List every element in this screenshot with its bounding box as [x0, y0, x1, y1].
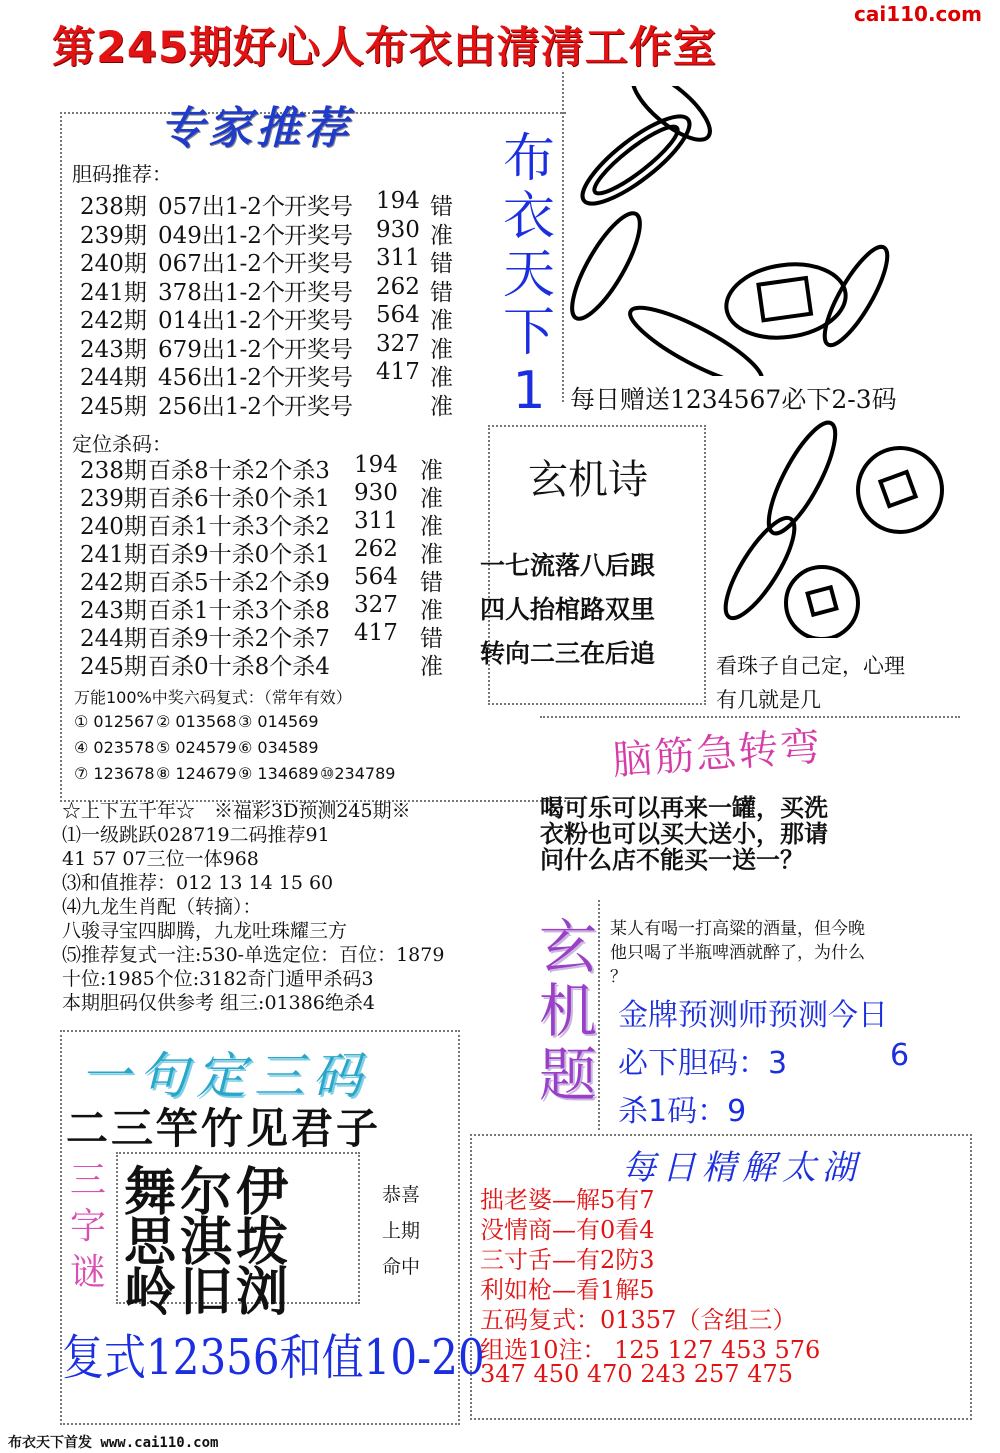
result: 准: [430, 308, 453, 334]
six-label: 万能100%中奖六码复式：（常年有效）: [74, 688, 352, 707]
keyword: 开奖号: [284, 308, 353, 334]
draw-number: 262: [354, 536, 398, 562]
yiju-title: 一句定三码: [80, 1047, 370, 1105]
pick: 014出1-2个: [158, 308, 285, 334]
draw-number: 262: [376, 273, 420, 300]
pick: 456出1-2个: [158, 365, 285, 391]
history-line: ☆上下五千年☆ ※福彩3D预测245期※: [62, 800, 411, 822]
poem-line: 转向二三在后追: [480, 639, 656, 668]
footer-text[interactable]: 布衣天下首发 www.cai110.com: [8, 1435, 219, 1451]
big-line-3: 岭旧浏: [124, 1262, 293, 1323]
result: 准: [420, 514, 443, 540]
result: 准: [420, 486, 443, 512]
congrats-line-1: 恭喜: [382, 1184, 421, 1206]
six-code-item: ⑩234789: [320, 764, 396, 783]
buyi-char: 1: [512, 361, 546, 421]
result: 错: [430, 251, 453, 277]
draw-number: 327: [376, 330, 420, 357]
draw-number: 417: [376, 359, 420, 385]
draw-number: 194: [376, 188, 420, 214]
result: 错: [430, 279, 453, 306]
period: 244期: [80, 626, 147, 652]
history-line: ⑷九龙生肖配（转摘）：: [62, 896, 262, 918]
period: 240期: [80, 514, 147, 540]
buyi-char: 天: [502, 245, 555, 305]
period: 242期: [80, 570, 147, 596]
dan-label: 胆码推荐：: [72, 162, 172, 186]
period: 241期: [80, 279, 147, 306]
poem-line: 一七流落八后跟: [480, 551, 656, 580]
brain-teaser-title: 脑筋急转弯: [610, 723, 824, 785]
xuanji-ti-char: 题: [538, 1041, 597, 1109]
period: 239期: [80, 222, 147, 249]
period: 245期: [80, 393, 147, 420]
site-logo-text[interactable]: cai110.com: [854, 2, 982, 26]
history-line: ⑸推荐复式一注:530-单选定位：百位：1879: [62, 944, 445, 966]
kill-label: 定位杀码：: [72, 432, 172, 456]
result: 准: [420, 598, 443, 624]
draw-number: 311: [376, 245, 420, 271]
keyword: 开奖号: [284, 365, 353, 391]
congrats-line-2: 上期: [382, 1220, 421, 1242]
gold-line-1: 金牌预测师预测今日: [618, 998, 888, 1033]
pick: 百杀9十杀2个杀7: [148, 626, 330, 652]
result: 准: [430, 222, 453, 249]
keyword: 开奖号: [284, 393, 353, 420]
draw-number: 194: [354, 452, 398, 478]
xuanji-ti-char: 机: [538, 977, 597, 1045]
six-code-item: ⑧ 124679: [156, 764, 237, 783]
six-code-item: ① 012567: [74, 712, 155, 731]
result: 错: [420, 570, 443, 596]
six-code-item: ② 013568: [156, 712, 237, 731]
six-code-item: ③ 014569: [238, 712, 319, 731]
history-line: 41 57 07三位一体968: [62, 848, 259, 870]
keyword: 开奖号: [284, 279, 353, 306]
keyword: 开奖号: [284, 222, 353, 249]
big-line-1: 舞尔伊: [124, 1162, 293, 1223]
pick: 百杀0十杀8个杀4: [148, 654, 330, 680]
result: 准: [430, 365, 453, 391]
gold-line-3: 杀1码：9: [618, 1094, 747, 1129]
result: 准: [430, 393, 453, 420]
draw-number: 564: [354, 564, 398, 590]
period: 243期: [80, 336, 147, 363]
taihu-line: 347 450 470 243 257 475: [480, 1360, 793, 1388]
xuanji-ti-char: 玄: [538, 913, 597, 981]
period: 241期: [80, 542, 147, 568]
draw-number: 327: [354, 592, 398, 618]
brain-line-3: 问什么店不能买一送一？: [540, 846, 804, 874]
abacus-bead-figure-top: [566, 86, 896, 376]
history-line: ⑴一级跳跃028719二码推荐91: [62, 824, 330, 846]
taihu-line: 组选10注： 125 127 453 576: [480, 1336, 821, 1364]
riddle-char: 谜: [69, 1252, 106, 1293]
page-title: 第245期好心人布衣由清清工作室: [52, 23, 717, 73]
pick: 049出1-2个: [158, 222, 285, 249]
period: 239期: [80, 486, 147, 512]
pick: 百杀8十杀2个杀3: [148, 458, 330, 484]
brain-line-2: 衣粉也可以买大送小，那请: [540, 820, 828, 848]
six-code-item: ⑤ 024579: [156, 738, 237, 757]
riddle-char: 三: [69, 1160, 106, 1201]
result: 准: [420, 458, 443, 484]
pick: 百杀1十杀3个杀2: [148, 514, 330, 540]
xuanji-poem-title: 玄机诗: [528, 457, 648, 503]
gold-line-2-value: 6: [890, 1038, 910, 1073]
pick: 378出1-2个: [158, 279, 285, 306]
taihu-line: 拙老婆—解5有7: [480, 1186, 655, 1214]
result: 错: [420, 626, 443, 652]
taihu-title: 每日精解太湖: [622, 1148, 862, 1188]
pick: 067出1-2个: [158, 251, 285, 277]
big-line-2: 思淇坺: [124, 1212, 293, 1273]
result: 准: [420, 542, 443, 568]
gold-line-2: 必下胆码：3: [618, 1046, 788, 1081]
period: 244期: [80, 365, 147, 391]
result: 准: [420, 654, 443, 680]
congrats-line-3: 命中: [382, 1256, 421, 1278]
period: 240期: [80, 251, 147, 277]
riddle-char: 字: [69, 1206, 106, 1247]
xuanji-ti-line-1: 某人有喝一打高粱的酒量，但今晚: [610, 919, 865, 939]
result: 准: [430, 336, 453, 363]
buyi-char: 布: [502, 129, 555, 189]
period: 242期: [80, 308, 147, 334]
pick: 057出1-2个: [158, 194, 285, 220]
pick: 百杀5十杀2个杀9: [148, 570, 330, 596]
buyi-char: 衣: [502, 187, 555, 247]
period: 243期: [80, 598, 147, 624]
result: 错: [430, 194, 453, 220]
period: 238期: [80, 458, 147, 484]
six-code-item: ④ 023578: [74, 738, 155, 757]
daily-gift-text: 每日赠送1234567必下2-3码: [570, 385, 897, 414]
taihu-line: 五码复式：01357（含组三）: [480, 1306, 797, 1334]
poem-line: 四人抬棺路双里: [480, 595, 656, 624]
taihu-line: 没情商—有0看4: [480, 1216, 655, 1244]
bead-note-line-2: 有几就是几: [716, 688, 821, 712]
history-line: 十位:1985个位:3182奇门遁甲杀码3: [62, 968, 374, 990]
taihu-line: 利如枪—看1解5: [480, 1276, 655, 1304]
history-line: ⑶和值推荐：012 13 14 15 60: [62, 872, 334, 894]
taihu-line: 三寸舌—有2防3: [480, 1246, 655, 1274]
bead-note-line-1: 看珠子自己定，心理: [716, 654, 905, 678]
keyword: 开奖号: [284, 251, 353, 277]
yiju-phrase: 二三竿竹见君子: [66, 1104, 382, 1153]
draw-number: 417: [354, 620, 398, 646]
xuanji-ti-line-3: ？: [610, 967, 627, 987]
buyi-char: 下: [502, 303, 555, 363]
draw-number: 311: [354, 508, 398, 534]
period: 238期: [80, 194, 147, 220]
brain-line-1: 喝可乐可以再来一罐，买洗: [540, 794, 828, 822]
keyword: 开奖号: [284, 194, 353, 220]
draw-number: 930: [376, 216, 420, 243]
history-line: 八骏寻宝四脚腾，九龙吐珠耀三方: [62, 920, 348, 942]
six-code-item: ⑦ 123678: [74, 764, 155, 783]
pick: 百杀9十杀0个杀1: [148, 542, 330, 568]
keyword: 开奖号: [284, 336, 353, 363]
draw-number: 930: [354, 480, 398, 506]
pick: 百杀1十杀3个杀8: [148, 598, 330, 624]
brain-frame: [540, 716, 960, 718]
period: 245期: [80, 654, 147, 680]
pick: 256出1-2个: [158, 393, 285, 420]
expert-title: 专家推荐: [160, 103, 352, 154]
six-code-item: ⑥ 034589: [238, 738, 319, 757]
abacus-bead-figure-right: [712, 418, 962, 638]
pick: 679出1-2个: [158, 336, 285, 363]
draw-number: 564: [376, 302, 420, 328]
six-code-item: ⑨ 134689: [238, 764, 319, 783]
xuanji-ti-line-2: 他只喝了半瓶啤酒就醉了，为什么: [610, 943, 865, 963]
pick: 百杀6十杀0个杀1: [148, 486, 330, 512]
history-line: 本期胆码仅供参考 组三:01386绝杀4: [62, 992, 375, 1014]
fushi-text: 复式12356和值10-20: [62, 1329, 485, 1386]
